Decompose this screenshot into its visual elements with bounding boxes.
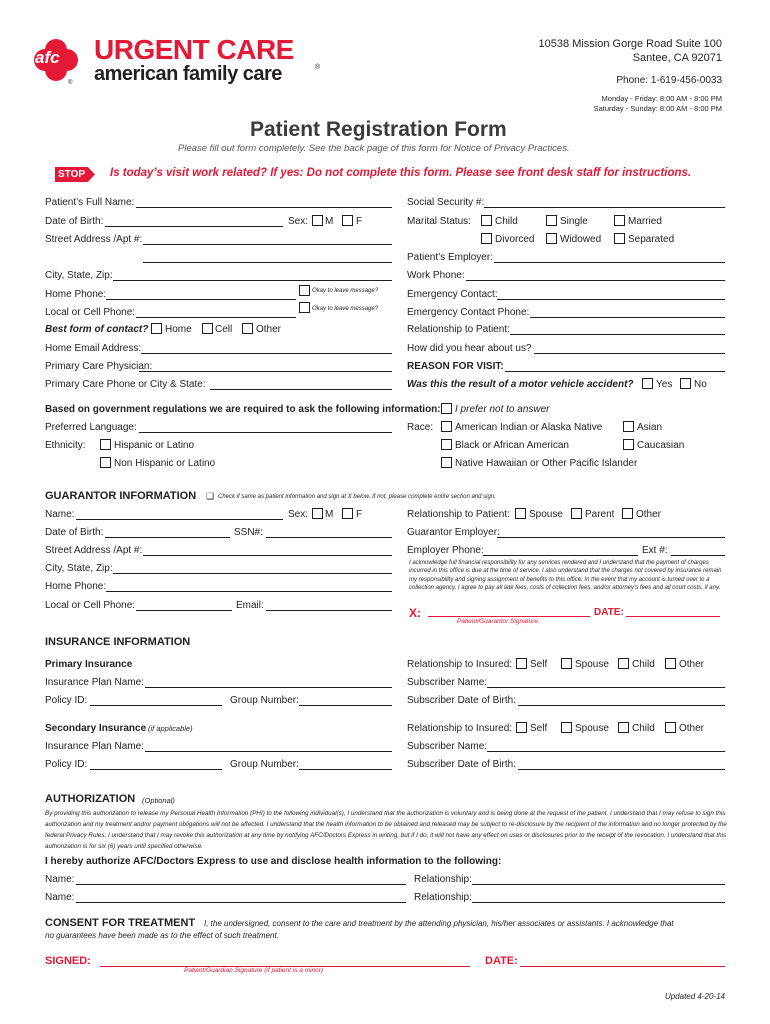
emergency-contact-field[interactable] (497, 299, 725, 300)
authorized-name-field-1[interactable] (76, 884, 406, 885)
guarantor-cell-phone-label: Local or Cell Phone: (45, 600, 136, 611)
consent-signed-label: SIGNED: (45, 955, 91, 967)
marital-status-label: Marital Status: (407, 216, 471, 227)
secondary-insurance-label: Secondary Insurance (45, 723, 147, 734)
primary-subscriber-name-field[interactable] (487, 687, 725, 688)
secondary-child-label: Child (632, 723, 655, 734)
primary-other-checkbox[interactable] (665, 658, 676, 669)
patient-full-name-label: Patient’s Full Name: (45, 197, 135, 208)
home-phone-label: Home Phone: (45, 289, 107, 300)
primary-self-checkbox[interactable] (516, 658, 527, 669)
government-regulations-text: Based on government regulations we are required to ask the following information: (45, 404, 441, 415)
authorized-relationship-field-1[interactable] (472, 884, 725, 885)
prefer-not-checkbox[interactable] (441, 403, 452, 414)
pcp-field[interactable] (139, 371, 392, 372)
secondary-subscriber-name-field[interactable] (487, 751, 725, 752)
race-hawaiian-checkbox[interactable] (441, 457, 452, 468)
logo-urgent-care: URGENT CARE (94, 34, 294, 65)
hours-weekend: Saturday - Sunday: 8:00 AM - 8:00 PM (593, 104, 722, 113)
address-line-2: Santee, CA 92071 (632, 52, 722, 64)
stop-badge-label: STOP (58, 169, 86, 180)
guarantor-sex-m-label: M (325, 509, 334, 520)
authorization-heading: AUTHORIZATION (45, 793, 136, 805)
work-phone-label: Work Phone: (407, 270, 465, 281)
consent-date-label: DATE: (485, 955, 518, 967)
preferred-language-field[interactable] (139, 432, 392, 433)
primary-child-label: Child (632, 659, 655, 670)
guarantor-employer-label: Guarantor Employer: (407, 527, 500, 538)
secondary-other-label: Other (679, 723, 705, 734)
pcp-phone-label: Primary Care Phone or City & State: (45, 379, 206, 390)
primary-subscriber-name-label: Subscriber Name: (407, 677, 488, 688)
guarantor-sex-f-label: F (356, 509, 363, 520)
secondary-plan-field[interactable] (145, 751, 392, 752)
afc-logo-registered: ® (68, 80, 73, 86)
primary-relationship-label: Relationship to Insured: (407, 659, 513, 670)
guarantor-signature-x: X: (409, 606, 421, 620)
logo-american-family-care: american family care (94, 63, 282, 85)
marital-single-label: Single (560, 216, 588, 227)
patient-full-name-field[interactable] (136, 207, 392, 208)
primary-subscriber-dob-label: Subscriber Date of Birth: (407, 695, 516, 706)
guarantor-name-field[interactable] (76, 519, 283, 520)
guarantor-signature-field[interactable] (428, 616, 590, 617)
sex-label: Sex: (288, 216, 309, 227)
secondary-self-label: Self (530, 723, 548, 734)
sex-f-label: F (356, 216, 363, 227)
guarantor-email-field[interactable] (266, 610, 392, 611)
city-state-zip-field[interactable] (113, 280, 392, 281)
employer-label: Patient’s Employer: (407, 252, 493, 263)
form-subtitle: Please fill out form completely. See the back page of this form for Notice of Privacy Practices. (178, 143, 570, 154)
street-address-field-2[interactable] (143, 262, 392, 263)
email-field[interactable] (141, 353, 392, 354)
guarantor-city-field[interactable] (113, 573, 392, 574)
guarantor-heading: GUARANTOR INFORMATION (45, 490, 197, 502)
secondary-group-field[interactable] (299, 769, 392, 770)
guarantor-other-checkbox[interactable] (622, 508, 633, 519)
race-asian-label: Asian (637, 422, 663, 433)
race-black-checkbox[interactable] (441, 439, 452, 450)
guarantor-city-label: City, State, Zip: (45, 563, 113, 574)
mva-no-label: No (694, 379, 707, 390)
primary-insurance-label: Primary Insurance (45, 659, 133, 670)
home-phone-field[interactable] (106, 299, 296, 300)
guarantor-ssn-field[interactable] (266, 537, 392, 538)
best-contact-label: Best form of contact? (45, 324, 149, 335)
address-line-1: 10538 Mission Gorge Road Suite 100 (538, 38, 722, 50)
cell-phone-message-label: Okay to leave message? (312, 306, 379, 312)
guarantor-spouse-label: Spouse (529, 509, 563, 520)
contact-other-label: Other (256, 324, 282, 335)
primary-plan-label: Insurance Plan Name: (45, 677, 144, 688)
guarantor-street-field[interactable] (143, 555, 392, 556)
sex-m-label: M (325, 216, 334, 227)
non-hispanic-label: Non Hispanic or Latino (114, 458, 216, 469)
cell-phone-field[interactable] (136, 317, 296, 318)
heard-about-field[interactable] (534, 353, 725, 354)
guarantor-cell-phone-field[interactable] (136, 610, 232, 611)
employer-ext-field[interactable] (671, 555, 725, 556)
relationship-label: Relationship to Patient: (407, 324, 510, 335)
dob-label: Date of Birth: (45, 216, 104, 227)
authorization-optional: (Optional) (142, 796, 175, 805)
primary-spouse-label: Spouse (575, 659, 609, 670)
secondary-if-applicable: (if applicable) (148, 724, 193, 733)
guarantor-name-label: Name: (45, 509, 75, 520)
race-caucasian-checkbox[interactable] (623, 439, 634, 450)
employer-field[interactable] (494, 262, 725, 263)
guarantor-same-note: Check if same as patient information and sign at X below. If not, please complete entire section and sign. (218, 494, 496, 500)
guarantor-parent-checkbox[interactable] (571, 508, 582, 519)
hispanic-checkbox[interactable] (100, 439, 111, 450)
work-related-warning: Is today’s visit work related? If yes: Do not complete this form. Please see front desk staff for instructions. (110, 167, 692, 179)
secondary-policy-label: Policy ID: (45, 759, 88, 770)
secondary-spouse-label: Spouse (575, 723, 609, 734)
guarantor-same-checkbox[interactable]: ❑ (206, 491, 215, 501)
logo-trademark: ® (315, 64, 321, 71)
contact-cell-label: Cell (215, 324, 233, 335)
marital-child-checkbox[interactable] (481, 215, 492, 226)
secondary-plan-label: Insurance Plan Name: (45, 741, 144, 752)
pcp-phone-field[interactable] (210, 389, 392, 390)
marital-divorced-checkbox[interactable] (481, 233, 492, 244)
home-phone-message-checkbox[interactable] (299, 285, 310, 296)
guarantor-date-field[interactable] (626, 616, 720, 617)
race-hawaiian-label: Native Hawaiian or Other Pacific Islander (455, 458, 638, 469)
consent-text-line-1: I, the undersigned, consent to the care and treatment by the attending physician, his/her associates or assistants. I acknowledge that (204, 919, 674, 928)
authorized-name-label: Name: (45, 874, 75, 885)
marital-separated-checkbox[interactable] (614, 233, 625, 244)
secondary-subscriber-name-label: Subscriber Name: (407, 741, 488, 752)
marital-separated-label: Separated (628, 234, 675, 245)
race-ai-checkbox[interactable] (441, 421, 452, 432)
guarantor-dob-label: Date of Birth: (45, 527, 104, 538)
consent-text-line-2: no guarantees have been made as to the effect of such treatment. (45, 931, 279, 940)
authorize-statement: I hereby authorize AFC/Doctors Express to use and disclose health information to the following: (45, 856, 502, 867)
hispanic-label: Hispanic or Latino (114, 440, 195, 451)
guarantor-other-label: Other (636, 509, 662, 520)
ethnicity-label: Ethnicity: (45, 440, 86, 451)
secondary-subscriber-dob-field[interactable] (518, 769, 725, 770)
secondary-policy-field[interactable] (90, 769, 222, 770)
pcp-label: Primary Care Physician: (45, 361, 153, 372)
race-black-label: Black or African American (455, 440, 569, 451)
guarantor-home-phone-label: Home Phone: (45, 581, 107, 592)
secondary-spouse-checkbox[interactable] (561, 722, 572, 733)
preferred-language-label: Preferred Language: (45, 422, 137, 433)
secondary-subscriber-dob-label: Subscriber Date of Birth: (407, 759, 516, 770)
primary-policy-label: Policy ID: (45, 695, 88, 706)
afc-logo-text: afc (35, 48, 60, 67)
reason-for-visit-label: REASON FOR VISIT: (407, 361, 504, 372)
primary-spouse-checkbox[interactable] (561, 658, 572, 669)
marital-child-label: Child (495, 216, 518, 227)
guarantor-signature-caption: Patient/Guarantor Signature (457, 618, 538, 625)
marital-married-checkbox[interactable] (614, 215, 625, 226)
contact-other-checkbox[interactable] (242, 323, 253, 334)
primary-other-label: Other (679, 659, 705, 670)
street-address-field[interactable] (143, 244, 392, 245)
guarantor-relationship-label: Relationship to Patient: (407, 509, 510, 520)
guarantor-sex-f-checkbox[interactable] (342, 508, 353, 519)
prefer-not-label: I prefer not to answer (455, 404, 550, 415)
primary-subscriber-dob-field[interactable] (518, 705, 725, 706)
primary-child-checkbox[interactable] (618, 658, 629, 669)
guarantor-parent-label: Parent (585, 509, 615, 520)
authorization-text: By providing this authorization to release my Personal Health Information (PHI) to the following individual(s), I understand that the authorization is voluntary and is being done at the request of the patient. I understand that I may refuse to sign this authorization and my treatment and/or payment obligations will not be affected. I understand that the health information to be obtained and released may be subject to re-disclosure by the recipient of the information and no longer protected by the federal Privacy Rules. I understand that I may revoke this authorization at any time by notifying AFC/Doctors Express in writing, but if I do, it will not have any effect on uses or disclosures prior to the receipt of the revocation. I understand that this authorization is for six (6) years until specified otherwise. (45, 810, 727, 850)
hours-weekday: Monday - Friday: 8:00 AM - 8:00 PM (601, 94, 722, 103)
mva-yes-checkbox[interactable] (642, 378, 653, 389)
heard-about-label: How did you hear about us? (407, 343, 532, 354)
consent-signature-caption: Patient/Guardian Signature (if patient is a minor) (184, 967, 324, 974)
employer-ext-label: Ext #: (642, 545, 668, 556)
form-title: Patient Registration Form (250, 118, 507, 141)
ssn-label: Social Security #: (407, 197, 485, 208)
emergency-contact-label: Emergency Contact: (407, 289, 498, 300)
emergency-phone-field[interactable] (530, 317, 725, 318)
authorized-name-label-2: Name: (45, 892, 75, 903)
guarantor-sex-label: Sex: (288, 509, 309, 520)
mva-no-checkbox[interactable] (680, 378, 691, 389)
city-state-zip-label: City, State, Zip: (45, 270, 113, 281)
guarantor-street-label: Street Address /Apt #: (45, 545, 143, 556)
updated-date: Updated 4-20-14 (664, 992, 725, 1001)
ssn-field[interactable] (484, 207, 725, 208)
marital-divorced-label: Divorced (495, 234, 535, 245)
sex-f-checkbox[interactable] (342, 215, 353, 226)
secondary-child-checkbox[interactable] (618, 722, 629, 733)
secondary-group-label: Group Number: (230, 759, 299, 770)
contact-home-checkbox[interactable] (151, 323, 162, 334)
secondary-relationship-label: Relationship to Insured: (407, 723, 513, 734)
secondary-self-checkbox[interactable] (516, 722, 527, 733)
employer-phone-label: Employer Phone: (407, 545, 484, 556)
guarantor-dob-field[interactable] (105, 537, 230, 538)
race-ai-label: American Indian or Alaska Native (455, 422, 603, 433)
marital-married-label: Married (628, 216, 662, 227)
authorized-relationship-field-2[interactable] (472, 902, 725, 903)
non-hispanic-checkbox[interactable] (100, 457, 111, 468)
contact-cell-checkbox[interactable] (202, 323, 213, 334)
work-phone-field[interactable] (466, 280, 725, 281)
mva-yes-label: Yes (656, 379, 673, 390)
guarantor-sex-m-checkbox[interactable] (312, 508, 323, 519)
marital-widowed-checkbox[interactable] (546, 233, 557, 244)
email-label: Home Email Address: (45, 343, 142, 354)
mva-question: Was this the result of a motor vehicle accident? (407, 379, 634, 390)
primary-group-field[interactable] (299, 705, 392, 706)
guarantor-ssn-label: SSN#: (234, 527, 263, 538)
guarantor-employer-field[interactable] (497, 537, 725, 538)
marital-single-checkbox[interactable] (546, 215, 557, 226)
insurance-heading: INSURANCE INFORMATION (45, 636, 191, 648)
race-asian-checkbox[interactable] (623, 421, 634, 432)
race-label: Race: (407, 422, 434, 433)
primary-plan-field[interactable] (145, 687, 392, 688)
sex-m-checkbox[interactable] (312, 215, 323, 226)
cell-phone-label: Local or Cell Phone: (45, 307, 136, 318)
contact-home-label: Home (165, 324, 192, 335)
primary-self-label: Self (530, 659, 548, 670)
authorized-name-field-2[interactable] (76, 902, 406, 903)
employer-phone-field[interactable] (483, 555, 638, 556)
reason-for-visit-field[interactable] (505, 371, 725, 372)
primary-policy-field[interactable] (90, 705, 222, 706)
relationship-field[interactable] (510, 334, 725, 335)
authorized-relationship-label-2: Relationship: (414, 892, 472, 903)
primary-group-label: Group Number: (230, 695, 299, 706)
guarantor-spouse-checkbox[interactable] (515, 508, 526, 519)
guarantor-home-phone-field[interactable] (106, 591, 392, 592)
guarantor-date-label: DATE: (594, 607, 624, 618)
race-caucasian-label: Caucasian (637, 440, 685, 451)
consent-heading: CONSENT FOR TREATMENT (45, 917, 196, 929)
authorized-relationship-label: Relationship: (414, 874, 472, 885)
guarantor-email-label: Email: (236, 600, 264, 611)
dob-field[interactable] (105, 226, 283, 227)
secondary-other-checkbox[interactable] (665, 722, 676, 733)
home-phone-message-label: Okay to leave message? (312, 288, 379, 294)
cell-phone-message-checkbox[interactable] (299, 302, 310, 313)
marital-widowed-label: Widowed (560, 234, 602, 245)
street-address-label: Street Address /Apt #: (45, 234, 143, 245)
financial-acknowledgement: I acknowledge full financial responsibility for any services rendered and I understand that the payment of charges incurred in this office is due at the time of service. I also understand that the charges not covered by insurance remain my responsibility and signing assignment of benefits to this office. In the event that my account is turned over to a collection agency, I agree to pay all late fees, costs of collection fees, and/or attorney’s fees and all court costs, if any. (409, 560, 722, 591)
clinic-phone: Phone: 1-619-456-0033 (616, 75, 722, 86)
consent-date-field[interactable] (520, 966, 725, 967)
emergency-phone-label: Emergency Contact Phone: (407, 307, 530, 318)
